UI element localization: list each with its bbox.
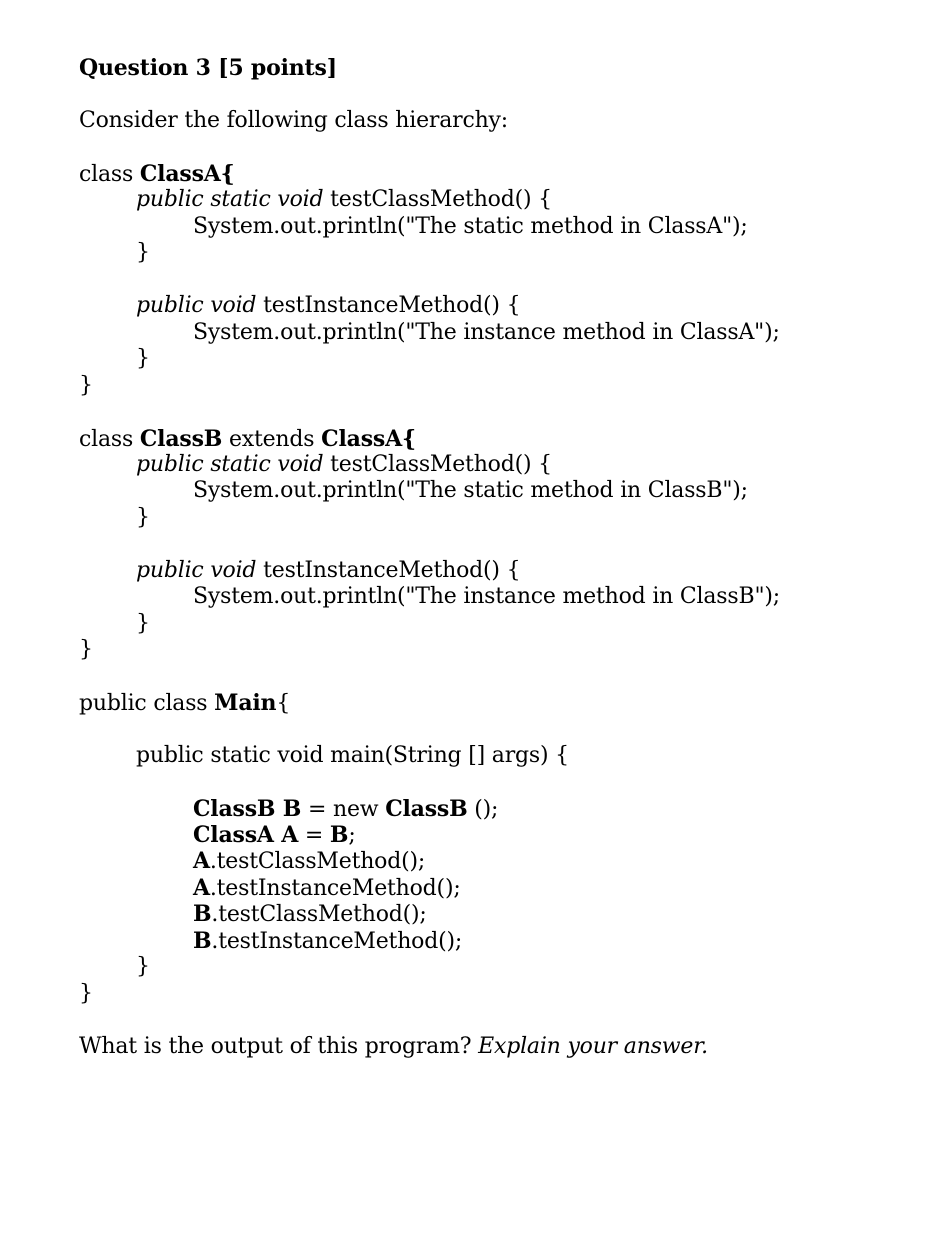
main-line-2-eq: =: [298, 823, 330, 848]
classA-static-modifiers: public static void: [136, 187, 324, 212]
classB-open-brace: {: [401, 426, 416, 452]
classB-static-name: testClassMethod() {: [323, 452, 552, 477]
main-header: [79, 690, 290, 717]
main-line-2-end: ;: [348, 823, 356, 848]
classA-keyword: class: [79, 162, 140, 187]
main-method-close: }: [136, 954, 150, 979]
classA-instance-signature: [136, 293, 520, 319]
classB-instance-body: System.out.println("The instance method in ClassB");: [193, 584, 780, 609]
classB-static-signature: [136, 452, 552, 478]
main-keyword: public class: [79, 691, 215, 716]
main-line-1-end: ();: [467, 797, 499, 822]
classB-close: }: [79, 637, 93, 662]
main-line-4-obj: A: [193, 875, 210, 901]
main-line-1-new: = new: [301, 797, 386, 822]
classB-header: [79, 426, 416, 453]
main-open-brace: {: [276, 691, 291, 716]
main-line-2: [193, 822, 356, 849]
main-name: Main: [214, 690, 277, 716]
classB-extends: extends: [222, 427, 322, 452]
main-line-1-decl: ClassB B: [193, 796, 302, 822]
classA-open-brace: {: [220, 161, 235, 187]
classA-static-name: testClassMethod() {: [323, 187, 552, 212]
main-line-6-obj: B: [193, 928, 212, 954]
classA-static-close: }: [136, 240, 150, 265]
classB-parent: ClassA: [321, 426, 402, 452]
classB-static-close: }: [136, 505, 150, 530]
classB-instance-name: testInstanceMethod() {: [256, 558, 521, 583]
main-line-3-call: .testClassMethod();: [209, 849, 426, 874]
classA-instance-close: }: [136, 346, 150, 371]
main-line-6: [193, 928, 462, 955]
classB-instance-close: }: [136, 611, 150, 636]
question-intro: Consider the following class hierarchy:: [79, 108, 508, 133]
main-line-5-obj: B: [193, 901, 212, 927]
prompt-instruction: Explain your answer.: [478, 1034, 708, 1059]
prompt-question: What is the output of this program?: [79, 1034, 479, 1059]
classB-name: ClassB: [139, 426, 223, 452]
main-method-signature: public static void main(String [] args) {: [136, 743, 569, 768]
question-title: Question 3 [5 points]: [79, 55, 337, 81]
classA-name: ClassA: [139, 161, 221, 187]
main-line-3-obj: A: [193, 848, 210, 874]
classA-instance-name: testInstanceMethod() {: [256, 293, 521, 318]
main-line-3: [193, 848, 425, 875]
main-class-close: }: [79, 981, 93, 1006]
classB-instance-modifiers: public void: [136, 558, 257, 583]
classA-instance-body: System.out.println("The instance method in ClassA");: [193, 320, 780, 345]
classB-static-modifiers: public static void: [136, 452, 324, 477]
classB-static-body: System.out.println("The static method in ClassB");: [193, 478, 748, 503]
classA-static-body: System.out.println("The static method in ClassA");: [193, 214, 748, 239]
main-line-5: [193, 901, 427, 928]
classA-header: [79, 161, 235, 188]
classB-keyword: class: [79, 427, 140, 452]
main-line-5-call: .testClassMethod();: [211, 902, 427, 927]
question-prompt: [79, 1034, 708, 1060]
main-line-1: [193, 796, 498, 823]
classB-instance-signature: [136, 558, 520, 584]
main-line-4-call: .testInstanceMethod();: [209, 876, 461, 901]
main-line-4: [193, 875, 461, 902]
classA-close: }: [79, 373, 93, 398]
main-line-2-decl: ClassA A: [193, 822, 299, 848]
main-line-6-call: .testInstanceMethod();: [211, 929, 463, 954]
main-line-2-var: B: [329, 822, 349, 848]
main-line-1-ctor: ClassB: [385, 796, 468, 822]
classA-static-signature: [136, 187, 552, 213]
classA-instance-modifiers: public void: [136, 293, 257, 318]
